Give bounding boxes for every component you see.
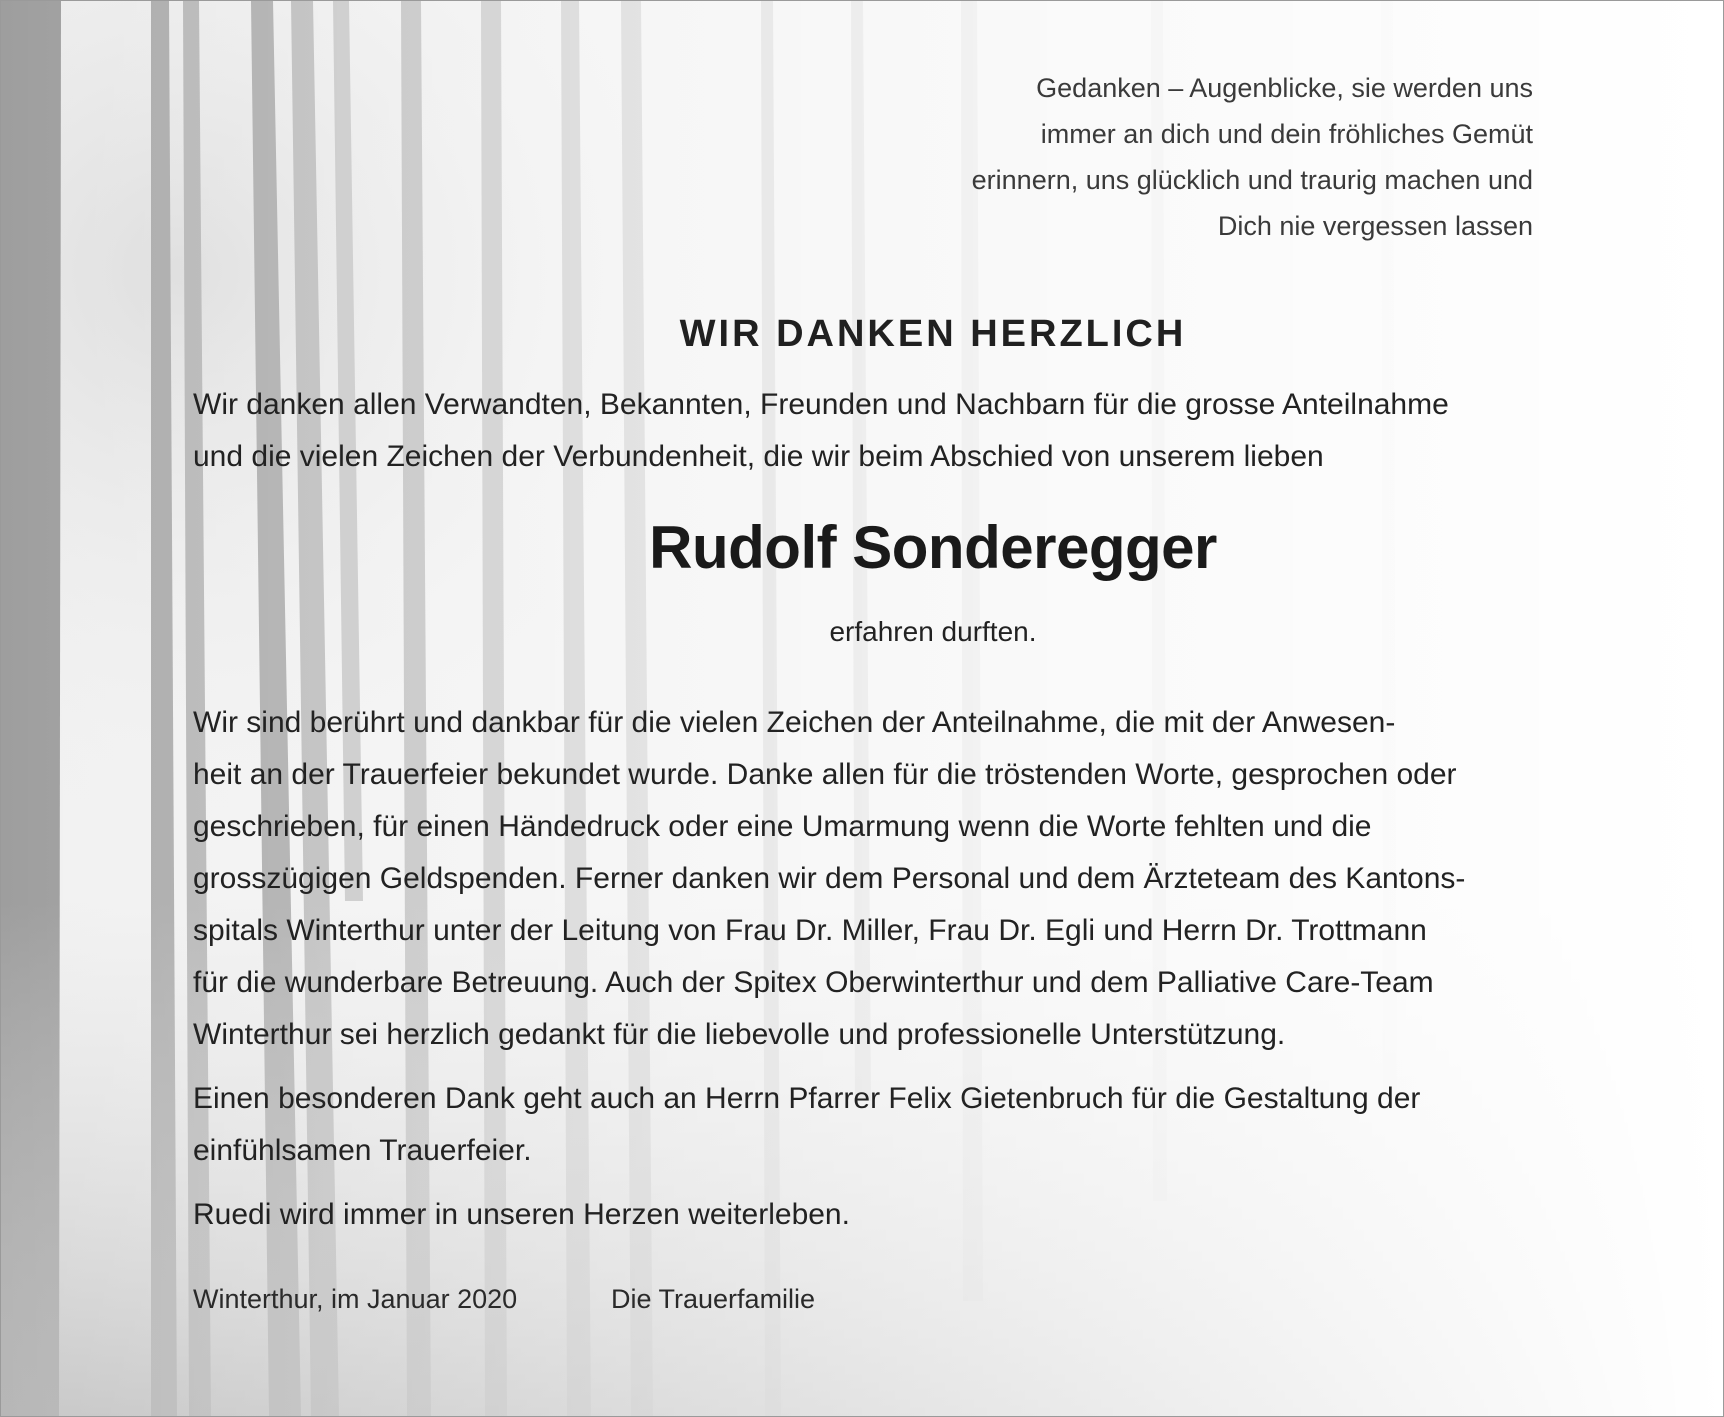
memorial-quote — [933, 65, 1533, 249]
quote-line: Dich nie vergessen lassen — [1217, 211, 1533, 241]
paragraph-line: geschrieben, für einen Händedruck oder eine Umarmung wenn die Worte fehlten und die — [193, 810, 1372, 843]
place-date: Winterthur, im Januar 2020 — [193, 1284, 518, 1314]
paragraph-line: einfühlsamen Trauerfeier. — [193, 1134, 532, 1167]
intro-line: und die vielen Zeichen der Verbundenheit, die wir beim Abschied von unserem lieben — [193, 440, 1324, 473]
thanks-heading: WIR DANKEN HERZLICH — [679, 313, 1187, 355]
deceased-name: Rudolf Sonderegger — [649, 514, 1217, 581]
thanks-paragraph — [193, 697, 1553, 1061]
closing-paragraph — [193, 1189, 1553, 1241]
paragraph-line: für die wunderbare Betreuung. Auch der Spitex Oberwinterthur und dem Palliative Care-Team — [193, 966, 1434, 999]
quote-line: erinnern, uns glücklich und traurig machen und — [971, 165, 1533, 195]
intro-paragraph — [193, 379, 1553, 483]
paragraph-line: Ruedi wird immer in unseren Herzen weiterleben. — [193, 1198, 850, 1231]
after-name-text: erfahren durften. — [829, 616, 1037, 647]
quote-line: Gedanken – Augenblicke, sie werden uns — [1036, 73, 1533, 103]
paragraph-line: Wir sind berührt und dankbar für die vielen Zeichen der Anteilnahme, die mit der Anwesen- — [193, 706, 1396, 739]
paragraph-line: Einen besonderen Dank geht auch an Herrn Pfarrer Felix Gietenbruch für die Gestaltung der — [193, 1082, 1421, 1115]
paragraph-line: Winterthur sei herzlich gedankt für die liebevolle und professionelle Unterstützung. — [193, 1018, 1286, 1051]
intro-line: Wir danken allen Verwandten, Bekannten, Freunden und Nachbarn für die grosse Anteilnahme — [193, 388, 1449, 421]
quote-line: immer an dich und dein fröhliches Gemüt — [1040, 119, 1533, 149]
pastor-thanks-paragraph — [193, 1073, 1553, 1177]
paragraph-line: heit an der Trauerfeier bekundet wurde. Danke allen für die tröstenden Worte, gesprochen oder — [193, 758, 1457, 791]
paragraph-line: spitals Winterthur unter der Leitung von Frau Dr. Miller, Frau Dr. Egli und Herrn Dr. Trottmann — [193, 914, 1427, 947]
family-signature: Die Trauerfamilie — [611, 1284, 816, 1314]
paragraph-line: grosszügigen Geldspenden. Ferner danken wir dem Personal und dem Ärzteteam des Kantons- — [193, 862, 1466, 895]
